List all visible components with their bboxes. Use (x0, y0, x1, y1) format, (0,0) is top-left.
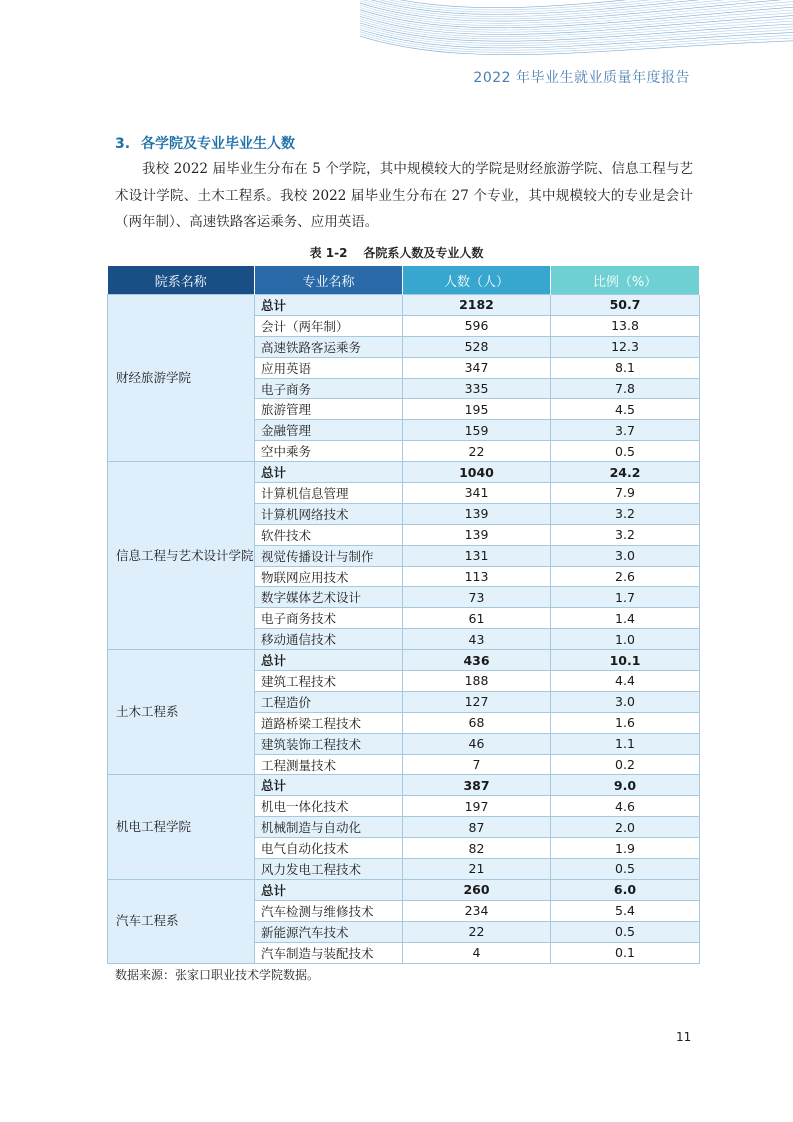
count-cell: 131 (403, 545, 551, 566)
count-cell: 22 (403, 921, 551, 942)
major-cell: 建筑工程技术 (255, 671, 403, 692)
ratio-cell: 12.3 (551, 336, 700, 357)
ratio-cell: 1.4 (551, 608, 700, 629)
section-paragraph: 我校 2022 届毕业生分布在 5 个学院，其中规模较大的学院是财经旅游学院、信息工程与艺术设计学院、土木工程系。我校 2022 届毕业生分布在 27 个专业，其中规模较大的专业是会计（两年制）、高速铁路客运乘务、应用英语。 (115, 161, 693, 230)
data-source-note: 数据来源：张家口职业技术学院数据。 (115, 968, 320, 982)
major-cell: 新能源汽车技术 (255, 921, 403, 942)
major-cell: 总计 (255, 650, 403, 671)
ratio-cell: 0.1 (551, 942, 700, 963)
major-cell: 物联网应用技术 (255, 566, 403, 587)
section-number: 3. (115, 136, 131, 152)
table-total-row (108, 295, 700, 316)
header-major: 专业名称 (255, 266, 403, 295)
major-cell: 高速铁路客运乘务 (255, 336, 403, 357)
count-cell: 22 (403, 441, 551, 462)
count-cell: 528 (403, 336, 551, 357)
count-cell: 159 (403, 420, 551, 441)
count-cell: 127 (403, 691, 551, 712)
ratio-cell: 1.6 (551, 712, 700, 733)
table-caption-title: 各院系人数及专业人数 (363, 246, 484, 260)
major-cell: 计算机信息管理 (255, 483, 403, 504)
count-cell: 68 (403, 712, 551, 733)
major-cell: 机械制造与自动化 (255, 817, 403, 838)
header-ratio: 比例（%） (551, 266, 700, 295)
header-wave-decoration (0, 0, 793, 60)
major-cell: 移动通信技术 (255, 629, 403, 650)
table-header-row (108, 266, 700, 295)
count-cell: 260 (403, 879, 551, 900)
ratio-cell: 24.2 (551, 462, 700, 483)
table-total-row (108, 462, 700, 483)
major-cell: 旅游管理 (255, 399, 403, 420)
ratio-cell: 7.8 (551, 378, 700, 399)
ratio-cell: 3.2 (551, 524, 700, 545)
section-paragraph-container (115, 156, 693, 236)
major-cell: 工程测量技术 (255, 754, 403, 775)
college-name-cell: 土木工程系 (108, 650, 255, 775)
header-college: 院系名称 (108, 266, 255, 295)
count-cell: 341 (403, 483, 551, 504)
ratio-cell: 8.1 (551, 357, 700, 378)
ratio-cell: 2.6 (551, 566, 700, 587)
count-cell: 4 (403, 942, 551, 963)
ratio-cell: 0.5 (551, 921, 700, 942)
major-cell: 数字媒体艺术设计 (255, 587, 403, 608)
table-caption (0, 244, 793, 261)
count-cell: 61 (403, 608, 551, 629)
ratio-cell: 4.6 (551, 796, 700, 817)
major-cell: 道路桥梁工程技术 (255, 712, 403, 733)
ratio-cell: 3.2 (551, 503, 700, 524)
count-cell: 188 (403, 671, 551, 692)
count-cell: 21 (403, 859, 551, 880)
major-cell: 金融管理 (255, 420, 403, 441)
table-total-row (108, 775, 700, 796)
ratio-cell: 1.9 (551, 838, 700, 859)
count-cell: 195 (403, 399, 551, 420)
table-total-row (108, 650, 700, 671)
ratio-cell: 0.5 (551, 441, 700, 462)
major-cell: 总计 (255, 295, 403, 316)
count-cell: 46 (403, 733, 551, 754)
ratio-cell: 0.2 (551, 754, 700, 775)
table-caption-number: 表 1-2 (309, 246, 348, 260)
college-name-cell: 财经旅游学院 (108, 295, 255, 462)
major-cell: 视觉传播设计与制作 (255, 545, 403, 566)
count-cell: 387 (403, 775, 551, 796)
count-cell: 197 (403, 796, 551, 817)
count-cell: 82 (403, 838, 551, 859)
major-cell: 汽车检测与维修技术 (255, 900, 403, 921)
count-cell: 87 (403, 817, 551, 838)
major-cell: 计算机网络技术 (255, 503, 403, 524)
section-title: 各学院及专业毕业生人数 (141, 136, 295, 152)
major-cell: 工程造价 (255, 691, 403, 712)
major-cell: 电子商务技术 (255, 608, 403, 629)
wave-line (360, 0, 793, 19)
wave-line (360, 10, 793, 30)
table-body (108, 295, 700, 964)
major-cell: 汽车制造与装配技术 (255, 942, 403, 963)
major-cell: 电气自动化技术 (255, 838, 403, 859)
major-cell: 软件技术 (255, 524, 403, 545)
ratio-cell: 2.0 (551, 817, 700, 838)
count-cell: 2182 (403, 295, 551, 316)
count-cell: 347 (403, 357, 551, 378)
ratio-cell: 5.4 (551, 900, 700, 921)
section-heading (115, 133, 295, 153)
college-name-cell: 汽车工程系 (108, 879, 255, 963)
count-cell: 43 (403, 629, 551, 650)
ratio-cell: 7.9 (551, 483, 700, 504)
ratio-cell: 10.1 (551, 650, 700, 671)
header-count: 人数（人） (403, 266, 551, 295)
ratio-cell: 1.1 (551, 733, 700, 754)
major-cell: 机电一体化技术 (255, 796, 403, 817)
ratio-cell: 6.0 (551, 879, 700, 900)
count-cell: 436 (403, 650, 551, 671)
count-cell: 7 (403, 754, 551, 775)
table-total-row (108, 879, 700, 900)
ratio-cell: 1.7 (551, 587, 700, 608)
count-cell: 113 (403, 566, 551, 587)
ratio-cell: 3.0 (551, 691, 700, 712)
ratio-cell: 4.5 (551, 399, 700, 420)
ratio-cell: 4.4 (551, 671, 700, 692)
ratio-cell: 50.7 (551, 295, 700, 316)
ratio-cell: 3.0 (551, 545, 700, 566)
count-cell: 73 (403, 587, 551, 608)
college-name-cell: 信息工程与艺术设计学院 (108, 462, 255, 650)
count-cell: 596 (403, 315, 551, 336)
count-cell: 234 (403, 900, 551, 921)
count-cell: 139 (403, 503, 551, 524)
ratio-cell: 13.8 (551, 315, 700, 336)
major-cell: 总计 (255, 879, 403, 900)
wave-line (360, 0, 793, 17)
major-cell: 风力发电工程技术 (255, 859, 403, 880)
count-cell: 139 (403, 524, 551, 545)
count-cell: 1040 (403, 462, 551, 483)
ratio-cell: 1.0 (551, 629, 700, 650)
ratio-cell: 3.7 (551, 420, 700, 441)
ratio-cell: 9.0 (551, 775, 700, 796)
majors-table (107, 266, 700, 964)
major-cell: 空中乘务 (255, 441, 403, 462)
major-cell: 电子商务 (255, 378, 403, 399)
major-cell: 总计 (255, 462, 403, 483)
major-cell: 会计（两年制） (255, 315, 403, 336)
major-cell: 应用英语 (255, 357, 403, 378)
count-cell: 335 (403, 378, 551, 399)
report-header-title: 2022 年毕业生就业质量年度报告 (473, 70, 690, 86)
major-cell: 总计 (255, 775, 403, 796)
college-name-cell: 机电工程学院 (108, 775, 255, 879)
ratio-cell: 0.5 (551, 859, 700, 880)
major-cell: 建筑装饰工程技术 (255, 733, 403, 754)
page-number: 11 (676, 1030, 692, 1044)
